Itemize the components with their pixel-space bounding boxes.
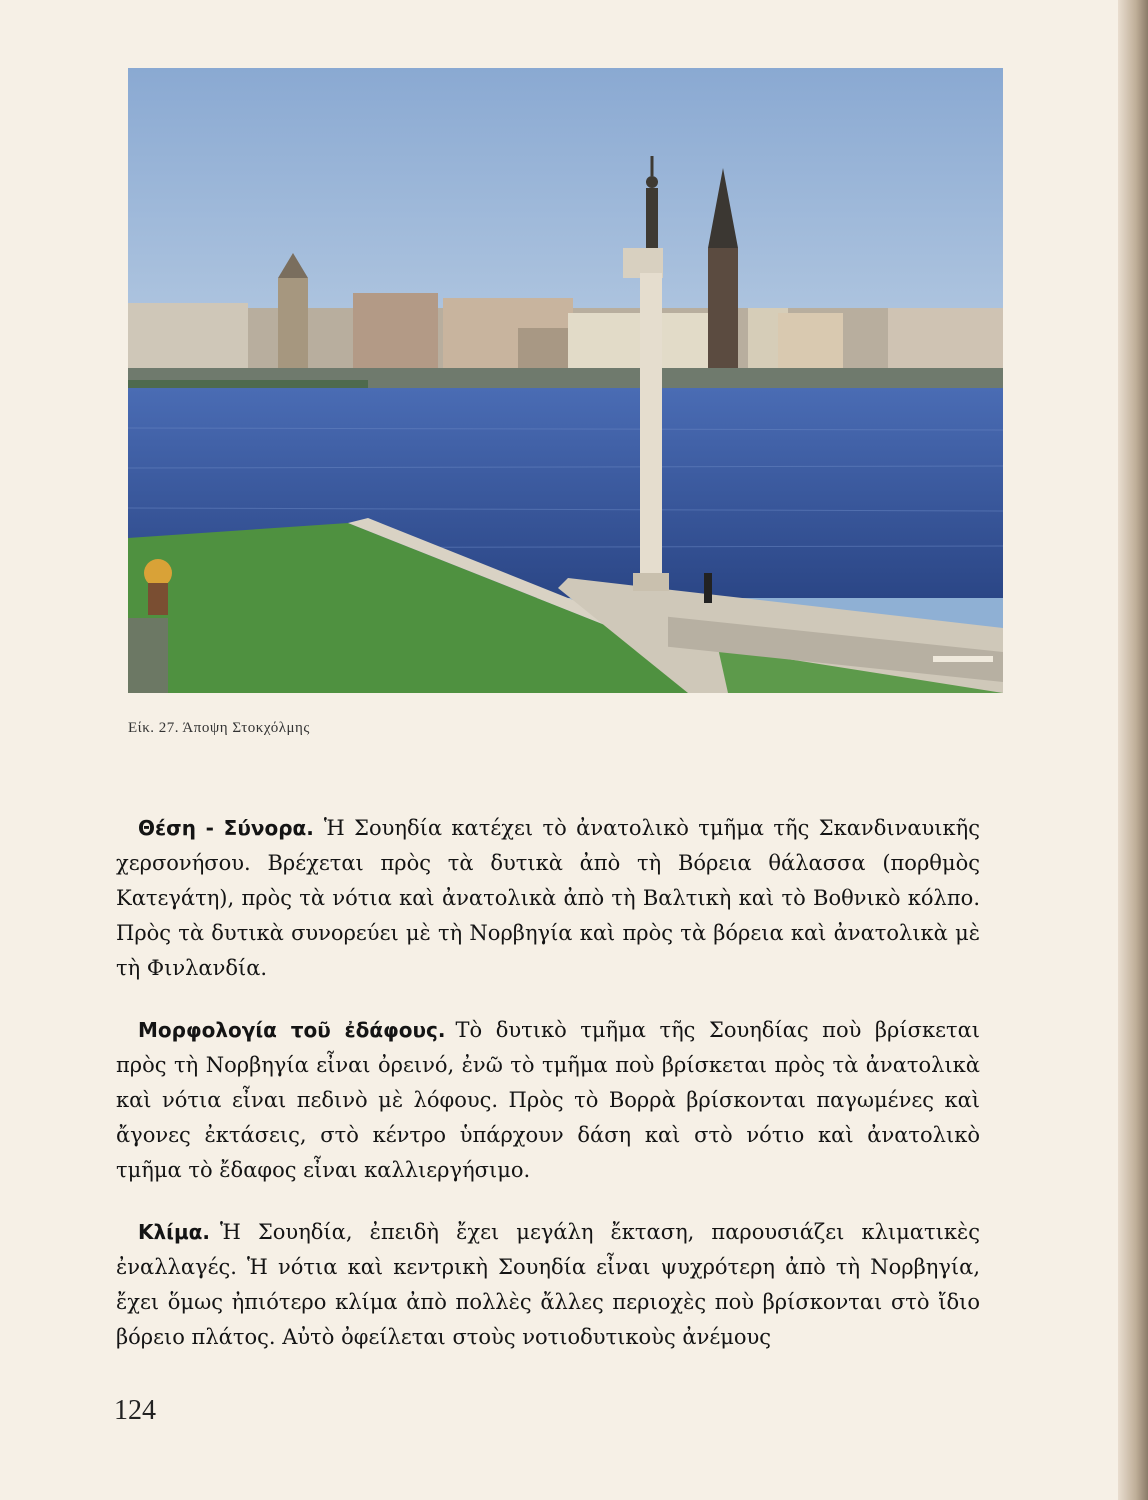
section-text: Ἡ Σουηδία, ἐπειδὴ ἔχει μεγάλη ἔκταση, παρουσιάζει κλιματικὲς ἐναλλαγές. Ἡ νότια καὶ κεντρικὴ Σουηδία εἶναι ψυχρότερη ἀπὸ τὴ Νορβηγία, ἔχει ὅμως ἠπιότερο κλίμα ἀπὸ πολλὲς ἄλλες περιοχὲς ποὺ βρίσκονται στὸ ἴδιο βόρειο πλάτος. Αὐτὸ ὀφείλεται στοὺς νοτιοδυτικοὺς ἀνέμους <box>116 1220 980 1349</box>
stockholm-photo <box>128 68 1003 693</box>
section-climate <box>116 1215 980 1355</box>
page-edge <box>1118 0 1148 1500</box>
section-text: Ἡ Σουηδία κατέχει τὸ ἀνατολικὸ τμῆμα τῆς Σκανδιναυικῆς χερσονήσου. Βρέχεται πρὸς τὰ δυτικὰ ἀπὸ τὴ Βόρεια θάλασσα (πορθμὸς Κατεγάτη), πρὸς τὰ νότια καὶ ἀνατολικὰ ἀπὸ τὴ Βαλτικὴ καὶ τὸ Βοθνικὸ κόλπο. Πρὸς τὰ δυτικὰ συνορεύει μὲ τὴ Νορβηγία καὶ πρὸς τὰ βόρεια καὶ ἀνατολικὰ μὲ τὴ Φινλανδία. <box>116 816 980 980</box>
section-heading: Θέση - Σύνορα. <box>138 816 314 840</box>
figure-caption: Είκ. 27. Άποψη Στοκχόλμης <box>128 720 310 736</box>
section-heading: Μορφολογία τοῦ ἐδάφους. <box>138 1018 446 1042</box>
section-heading: Κλίμα. <box>138 1220 211 1244</box>
section-morphology <box>116 1013 980 1188</box>
page-number: 124 <box>114 1395 156 1426</box>
section-text: Τὸ δυτικὸ τμῆμα τῆς Σουηδίας ποὺ βρίσκεται πρὸς τὴ Νορβηγία εἶναι ὀρεινό, ἐνῶ τὸ τμῆμα ποὺ βρίσκεται πρὸς τὰ ἀνατολικὰ καὶ νότια εἶναι πεδινὸ μὲ λόφους. Πρὸς τὸ Βορρὰ βρίσκονται παγωμένες καὶ ἄγονες ἐκτάσεις, στὸ κέντρο ὑπάρχουν δάση καὶ στὸ νότιο καὶ ἀνατολικὸ τμῆμα τὸ ἔδαφος εἶναι καλλιεργήσιμο. <box>116 1018 980 1182</box>
section-position-borders <box>116 811 980 986</box>
